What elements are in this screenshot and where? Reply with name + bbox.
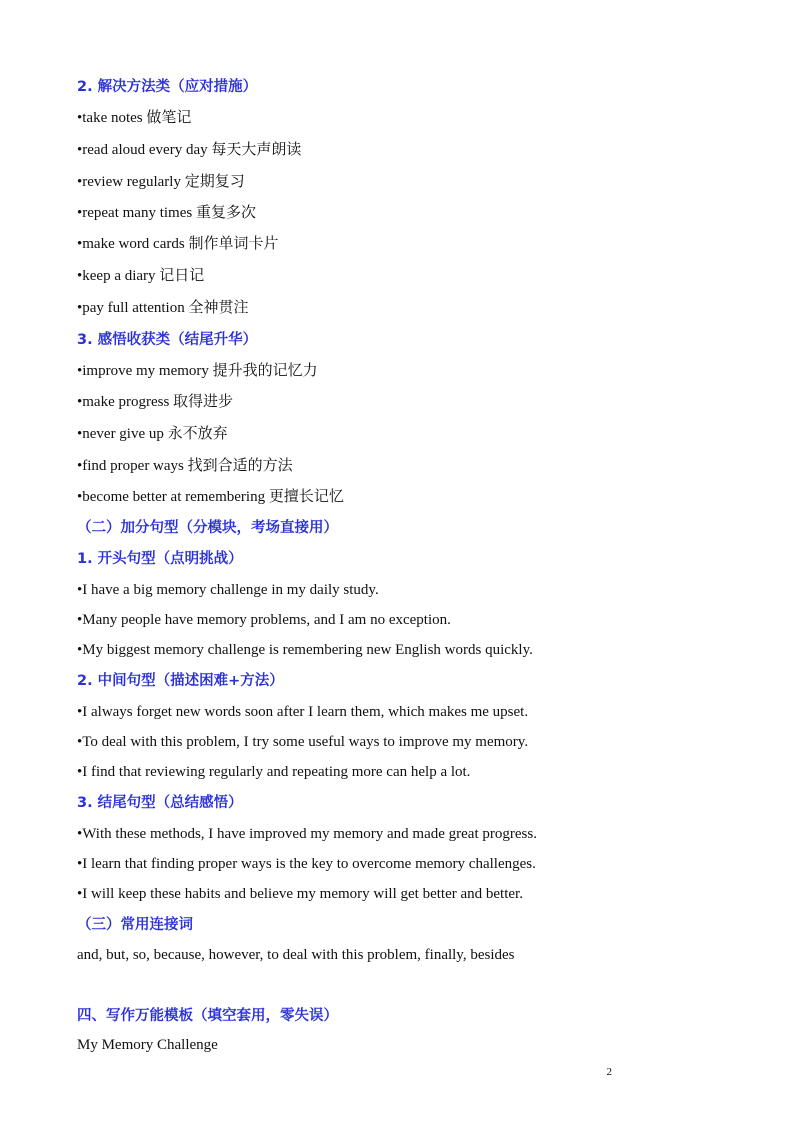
connectors-text: and, but, so, because, however, to deal with this problem, finally, besides — [77, 947, 515, 963]
list-item: •become better at remembering 更擅长记忆 — [77, 489, 344, 505]
page-number: 2 — [606, 1066, 612, 1078]
list-item: •find proper ways 找到合适的方法 — [77, 458, 293, 474]
section-heading-gains: 3. 感悟收获类（结尾升华） — [77, 332, 258, 348]
section-heading-middle: 2. 中间句型（描述困难+方法） — [77, 673, 284, 689]
list-item: •I always forget new words soon after I learn them, which makes me upset. — [77, 704, 529, 720]
list-item: •read aloud every day 每天大声朗读 — [77, 142, 302, 158]
list-item: •With these methods, I have improved my memory and made great progress. — [77, 826, 537, 842]
list-item: •Many people have memory problems, and I am no exception. — [77, 612, 451, 628]
list-item: •make progress 取得进步 — [77, 394, 234, 410]
list-item: •improve my memory 提升我的记忆力 — [77, 363, 318, 379]
section-heading-methods: 2. 解决方法类（应对措施） — [77, 79, 258, 95]
list-item: •pay full attention 全神贯注 — [77, 300, 249, 316]
list-item: •make word cards 制作单词卡片 — [77, 236, 279, 252]
section-heading-opening: 1. 开头句型（点明挑战） — [77, 551, 243, 567]
template-title: My Memory Challenge — [77, 1037, 218, 1053]
list-item: •repeat many times 重复多次 — [77, 205, 256, 221]
list-item: •keep a diary 记日记 — [77, 268, 205, 284]
list-item: •My biggest memory challenge is remembering new English words quickly. — [77, 642, 533, 658]
list-item: •review regularly 定期复习 — [77, 174, 245, 190]
section-heading-template: 四、写作万能模板（填空套用，零失误） — [77, 1008, 338, 1024]
list-item: •never give up 永不放弃 — [77, 426, 228, 442]
list-item: •I will keep these habits and believe my memory will get better and better. — [77, 886, 523, 902]
section-heading-ending: 3. 结尾句型（总结感悟） — [77, 795, 243, 811]
list-item: •take notes 做笔记 — [77, 110, 192, 126]
section-heading-bonus: （二）加分句型（分模块，考场直接用） — [77, 520, 338, 536]
list-item: •I find that reviewing regularly and repeating more can help a lot. — [77, 764, 471, 780]
list-item: •To deal with this problem, I try some useful ways to improve my memory. — [77, 734, 529, 750]
section-heading-connectors: （三）常用连接词 — [77, 917, 193, 933]
list-item: •I have a big memory challenge in my daily study. — [77, 582, 379, 598]
list-item: •I learn that finding proper ways is the key to overcome memory challenges. — [77, 856, 536, 872]
